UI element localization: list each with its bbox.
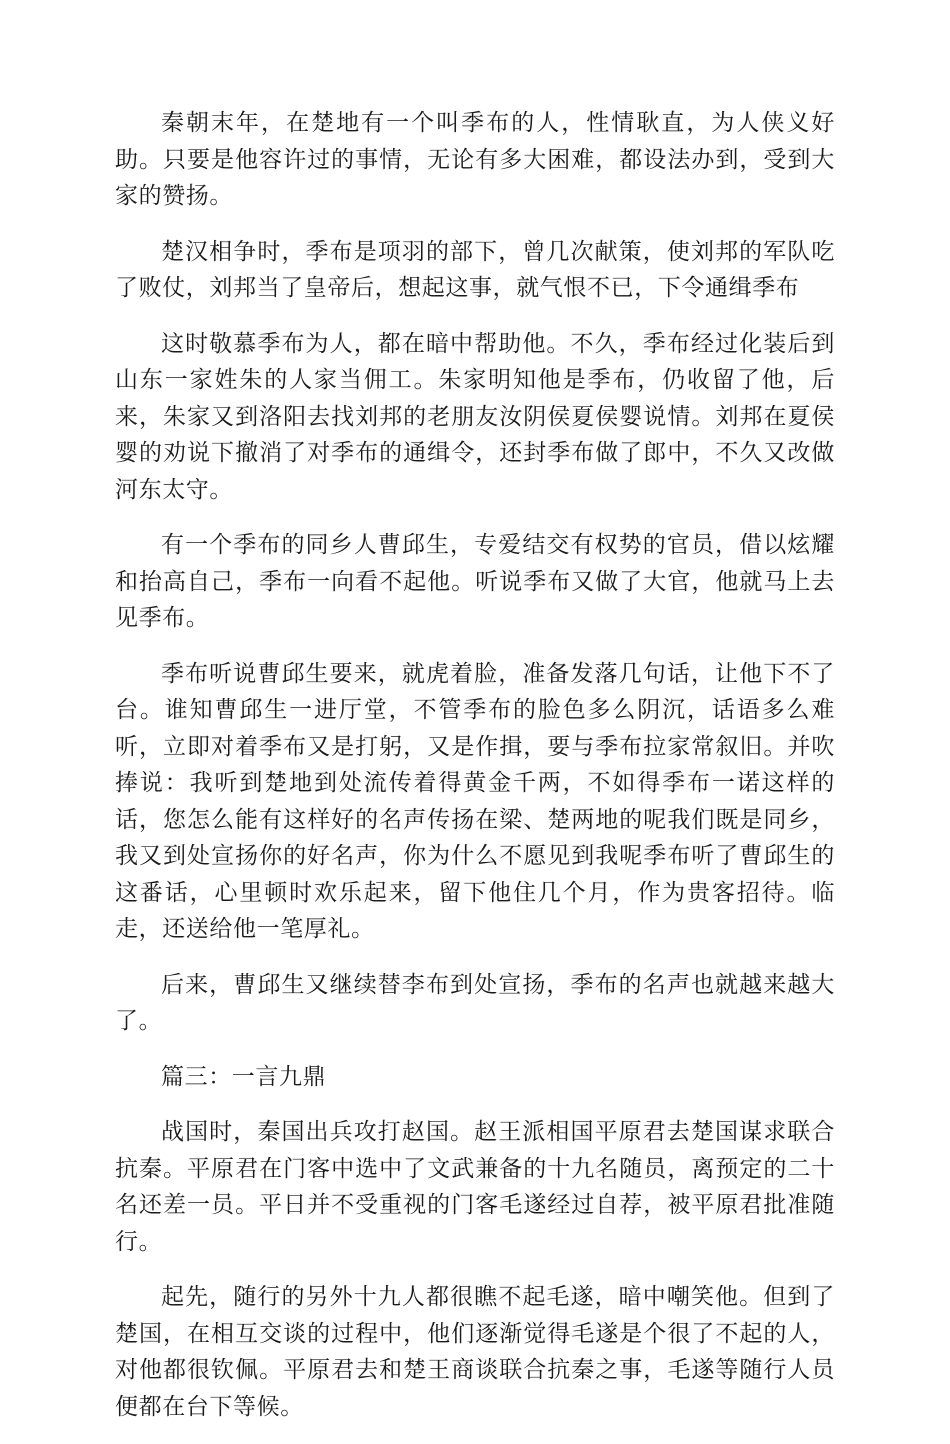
paragraph-3: 这时敬慕季布为人，都在暗中帮助他。不久，季布经过化装后到山东一家姓朱的人家当佣工。朱家明知他是季布，仍收留了他，后来，朱家又到洛阳去找刘邦的老朋友汝阴侯夏侯婴说情。刘邦在夏侯婴的劝说下撤消了对季布的通缉令，还封季布做了郎中，不久又改做河东太守。 <box>115 330 835 503</box>
paragraph-4: 有一个季布的同乡人曹邱生，专爱结交有权势的官员，借以炫耀和抬高自己，季布一向看不起他。听说季布又做了大官，他就马上去见季布。 <box>115 532 835 631</box>
paragraph-5: 季布听说曹邱生要来，就虎着脸，准备发落几句话，让他下不了台。谁知曹邱生一进厅堂，不管季布的脸色多么阴沉，话语多么难听，立即对着季布又是打躬，又是作揖，要与季布拉家常叙旧。并吹捧说：我听到楚地到处流传着得黄金千两，不如得季布一诺这样的话，您怎么能有这样好的名声传扬在梁、楚两地的呢我们既是同乡，我又到处宣扬你的好名声，你为什么不愿见到我呢季布听了曹邱生的这番话，心里顿时欢乐起来，留下他住几个月，作为贵客招待。临走，还送给他一笔厚礼。 <box>115 660 835 942</box>
section-heading: 篇三：一言九鼎 <box>161 1063 327 1090</box>
paragraph-6: 后来，曹邱生又继续替李布到处宣扬，季布的名声也就越来越大了。 <box>115 971 835 1034</box>
paragraph-1: 秦朝末年，在楚地有一个叫季布的人，性情耿直，为人侠义好助。只要是他容许过的事情，无论有多大困难，都设法办到，受到大家的赞扬。 <box>115 110 835 209</box>
paragraph-8: 起先，随行的另外十九人都很瞧不起毛遂，暗中嘲笑他。但到了楚国，在相互交谈的过程中，他们逐渐觉得毛遂是个很了不起的人，对他都很钦佩。平原君去和楚王商谈联合抗秦之事，毛遂等随行人员便都在台下等候。 <box>115 1284 835 1420</box>
paragraph-2: 楚汉相争时，季布是项羽的部下，曾几次献策，使刘邦的军队吃了败仗，刘邦当了皇帝后，想起这事，就气恨不已，下令通缉季布 <box>115 238 835 301</box>
document-body <box>115 105 835 1444</box>
paragraph-7: 战国时，秦国出兵攻打赵国。赵王派相国平原君去楚国谋求联合抗秦。平原君在门客中选中了文武兼备的十九名随员，离预定的二十名还差一员。平日并不受重视的门客毛遂经过自荐，被平原君批准随行。 <box>115 1119 835 1255</box>
